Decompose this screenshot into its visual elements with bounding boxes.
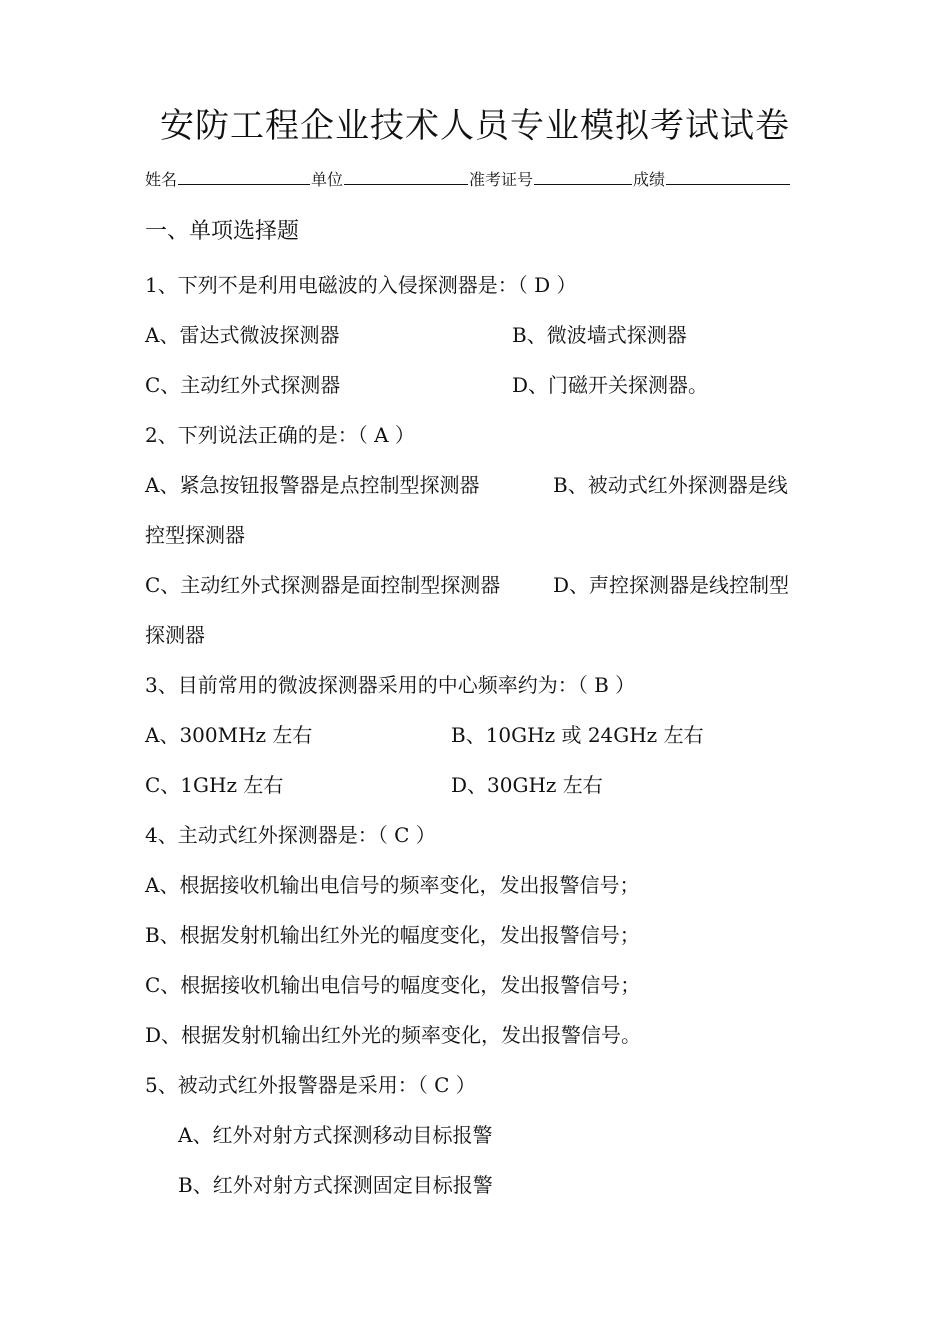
- name-label: 姓名: [145, 170, 178, 189]
- question-stem: 1、下列不是利用电磁波的入侵探测器是：（ D ）: [145, 273, 577, 297]
- option-item: B、被动式红外探测器是线: [553, 473, 788, 497]
- option-item: A、根据接收机输出电信号的频率变化，发出报警信号；: [145, 873, 640, 897]
- option-item: B、微波墙式探测器: [512, 323, 687, 347]
- option-item: D、30GHz 左右: [451, 773, 603, 797]
- option-item: B、10GHz 或 24GHz 左右: [451, 723, 704, 747]
- question-stem: 2、下列说法正确的是：（ A ）: [145, 423, 415, 447]
- option-item: B、根据发射机输出红外光的幅度变化，发出报警信号；: [145, 923, 640, 947]
- option-item: D、声控探测器是线控制型: [553, 573, 790, 597]
- ticket-number-blank[interactable]: [534, 168, 632, 185]
- option-item: C、根据接收机输出电信号的幅度变化，发出报警信号；: [145, 973, 641, 997]
- question-stem: 5、被动式红外报警器是采用：（ C ）: [145, 1073, 476, 1097]
- option-item: D、根据发射机输出红外光的频率变化，发出报警信号。: [145, 1023, 642, 1047]
- name-blank[interactable]: [178, 168, 310, 185]
- option-item: D、门磁开关探测器。: [512, 373, 709, 397]
- exam-title: 安防工程企业技术人员专业模拟考试试卷: [160, 106, 790, 146]
- option-item: C、主动红外式探测器: [145, 373, 341, 397]
- question-stem: 4、主动式红外探测器是：（ C ）: [145, 823, 436, 847]
- option-item: B、红外对射方式探测固定目标报警: [178, 1173, 493, 1197]
- option-item: A、红外对射方式探测移动目标报警: [178, 1123, 493, 1147]
- ticket-number-label: 准考证号: [469, 170, 534, 189]
- score-blank[interactable]: [666, 168, 790, 185]
- option-item-continued: 探测器: [145, 623, 205, 647]
- option-item: A、300MHz 左右: [145, 723, 313, 747]
- option-item: C、主动红外式探测器是面控制型探测器: [145, 573, 501, 597]
- option-item: C、1GHz 左右: [145, 773, 284, 797]
- section-heading: 一、单项选择题: [145, 219, 300, 244]
- unit-blank[interactable]: [344, 168, 468, 185]
- candidate-info-row: [145, 168, 791, 191]
- option-item: A、雷达式微波探测器: [145, 323, 340, 347]
- option-item: A、紧急按钮报警器是点控制型探测器: [145, 473, 480, 497]
- unit-label: 单位: [311, 170, 344, 189]
- question-stem: 3、目前常用的微波探测器采用的中心频率约为：（ B ）: [145, 673, 636, 697]
- score-label: 成绩: [633, 170, 666, 189]
- option-item-continued: 控型探测器: [145, 523, 245, 547]
